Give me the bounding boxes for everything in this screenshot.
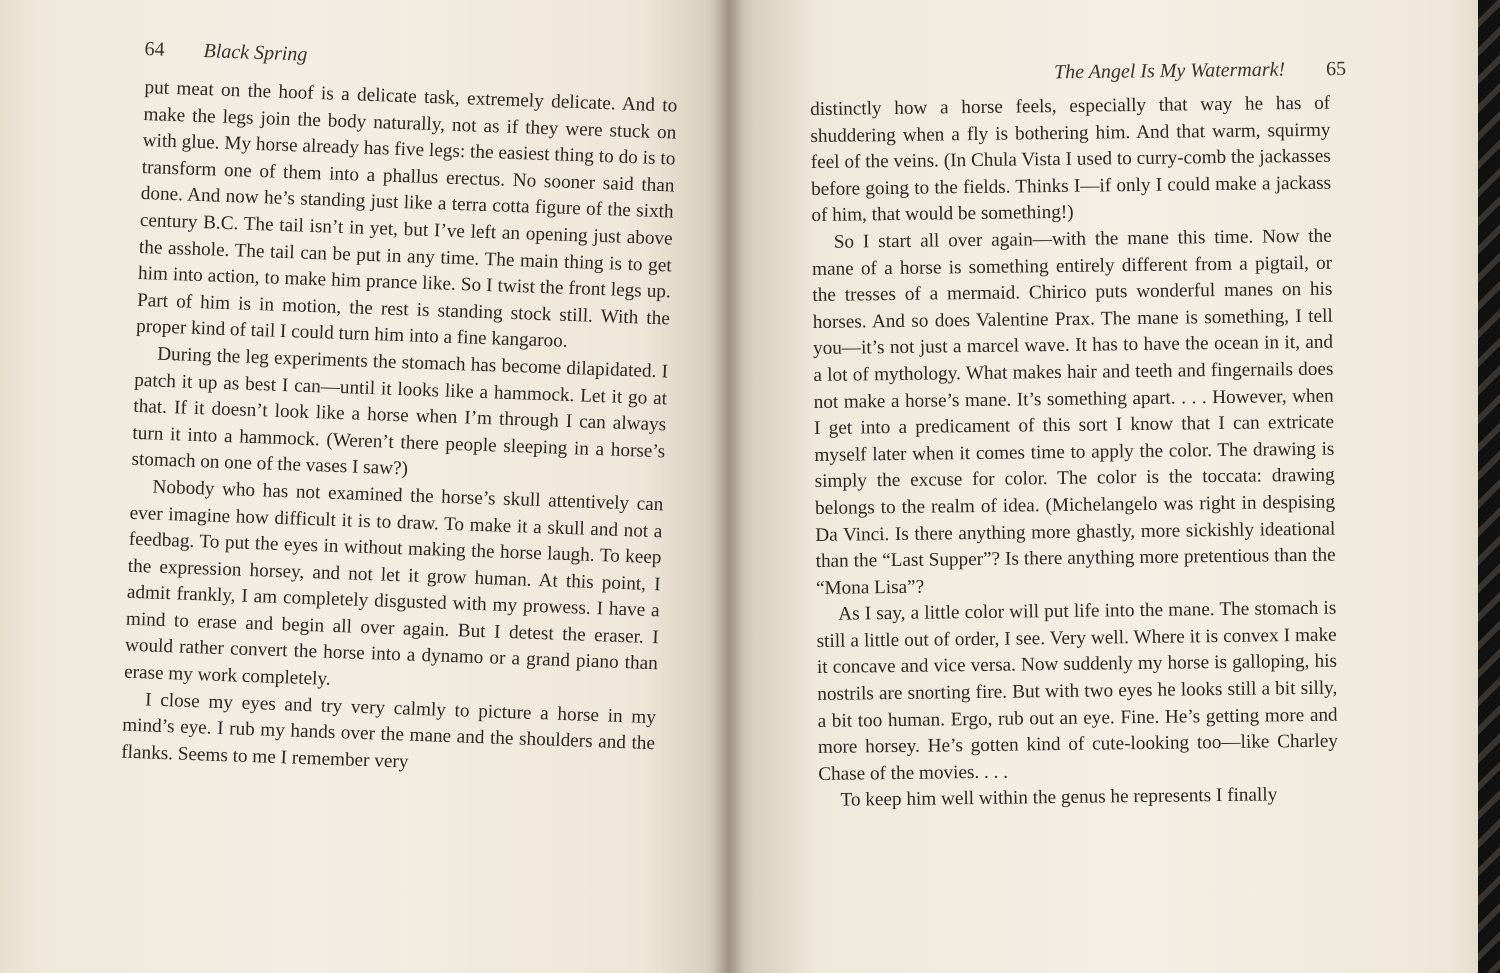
book-gutter-shadow: [714, 0, 744, 973]
right-paragraph-1: distinctly how a horse feels, especially that way he has of shuddering when a fly is bothering him. And that warm, squirmy feel of the veins. (In Chula Vista I used to curry-comb the jackasses before going to the fields. Thinks I—if only I could make a jackass of him, that would be something!): [810, 92, 1332, 227]
left-page-number: 64: [144, 38, 165, 61]
table-background-edge: [1478, 0, 1500, 973]
right-paragraph-4: To keep him well within the genus he represents I finally: [840, 784, 1278, 812]
left-body-text: [121, 75, 678, 785]
left-running-head: [144, 38, 565, 76]
right-page: [728, 0, 1480, 973]
left-paragraph-4: I close my eyes and try very calmly to picture a horse in my mind’s eye. I rub my hands over the mane and the shoulders and the flanks. Seems to me I remember very: [120, 689, 657, 773]
right-page-number: 65: [1325, 57, 1347, 81]
left-paragraph-1: put meat on the hoof is a delicate task, extremely delicate. And to make the legs join the body naturally, not as if they were stuck on with glue. My horse already has five legs: the easiest thing to do is to transform one of them into a phallus erectus. No sooner said than done. And now he’s standing just like a terra cotta figure of the sixth century B.C. The tail isn’t in yet, but I’ve left an opening just above the asshole. The tail can be put in any time. The main thing is to get him into action, to make him prance like. So I twist the front legs up. Part of him is in motion, the rest is standing stock still. With the proper kind of tail I could turn him into a fine kangaroo.: [135, 76, 678, 353]
right-paragraph-3: As I say, a little color will put life into the mane. The stomach is still a little out of order, I see. Very well. Where it is convex I make it concave and vice versa. Now suddenly my horse is galloping, his nostrils are snorting fire. But with two eyes he looks still a bit silly, a bit too human. Ergo, rub out an eye. Fine. He’s getting more and more horsey. He’s gotten kind of cute-looking too—like Charley Chase of the movies. . . .: [816, 597, 1339, 785]
right-running-head: [1006, 58, 1346, 85]
right-body-text: [810, 91, 1339, 815]
left-paragraph-3: Nobody who has not examined the horse’s skull attentively can ever imagine how difficult it is to draw. To make it a skull and not a feedbag. To put the eyes in without making the horse laugh. To keep the expression horsey, and not let it grow human. At this point, I admit frankly, I am completely disgusted with my prowess. I have a mind to erase and begin all over again. But I detest the eraser. I would rather convert the horse into a dynamo or a grand piano than erase my work completely.: [123, 476, 664, 690]
left-page: [0, 0, 730, 973]
right-running-title: The Angel Is My Watermark!: [1053, 58, 1286, 84]
right-paragraph-2: So I start all over again—with the mane this time. Now the mane of a horse is something entirely different from a pigtail, or the tresses of a mermaid. Chirico puts wonderful manes on his horses. And so does Valentine Prax. The mane is something, I tell you—it’s not just a marcel wave. It has to have the ocean in it, and a lot of mythology. What makes hair and teeth and fingernails does not make a horse’s mane. It’s something apart. . . . However, when I get into a predicament of this sort I know that I can extricate myself later when it comes time to apply the color. The drawing is simply the excuse for color. The color is the toccata: drawing belongs to the realm of idea. (Michelangelo was right in despising Da Vinci. Is there anything more ghastly, more sickishly ideational than the “Last Supper”? Is there anything more pretentious than the “Mona Lisa”?: [811, 225, 1336, 599]
left-paragraph-2: During the leg experiments the stomach has become dilapidated. I patch it up as best I can—until it looks like a hammock. Let it go at that. If it doesn’t look like a horse when I’m through I can always turn it into a hammock. (Weren’t there people sleeping in a horse’s stomach on one of the vases I saw?): [131, 343, 669, 480]
left-running-title: Black Spring: [203, 40, 308, 66]
